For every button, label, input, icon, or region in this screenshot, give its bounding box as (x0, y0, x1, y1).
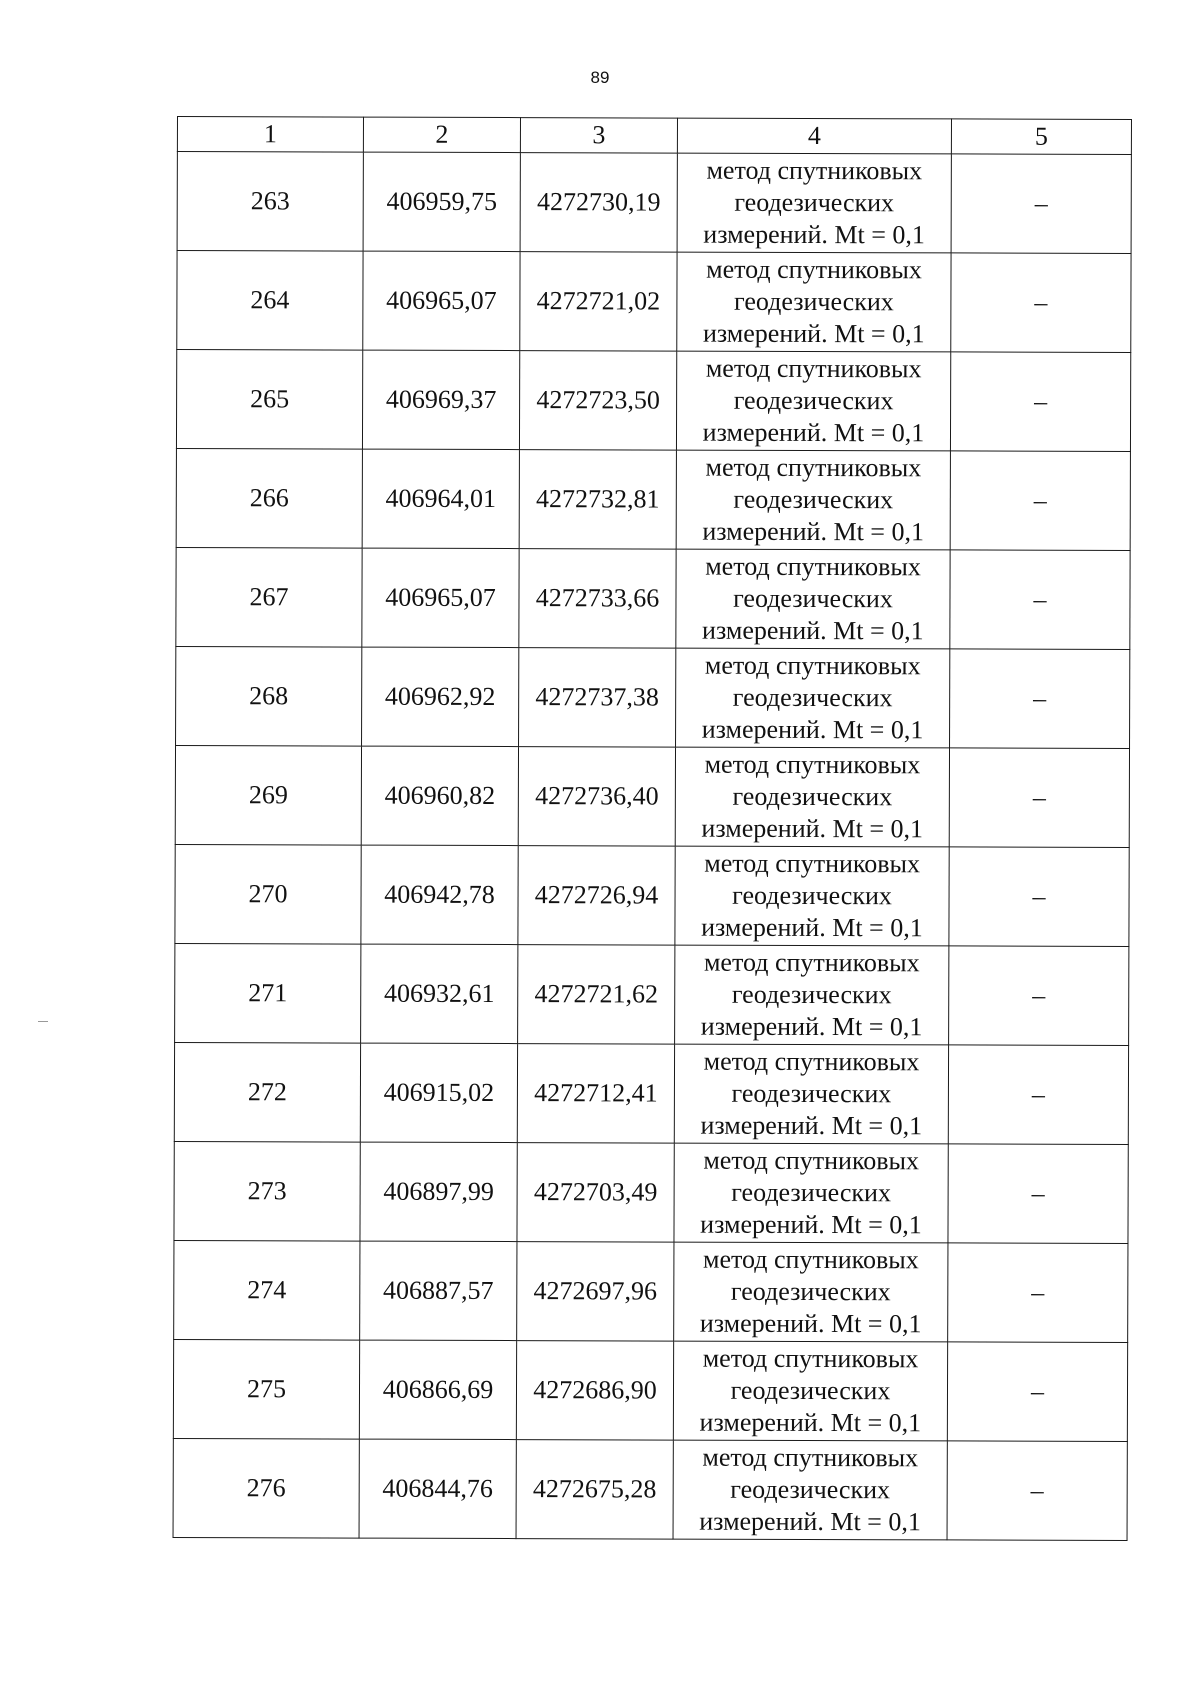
method-line: геодезических (731, 1078, 892, 1109)
method-line: геодезических (730, 1474, 891, 1505)
method-line: метод спутниковых (703, 1046, 920, 1077)
x-coordinate-cell: 406969,37 (362, 350, 519, 449)
x-coordinate-cell: 406897,99 (360, 1142, 517, 1241)
method-line: геодезических (734, 286, 894, 317)
y-coordinate-cell: 4272721,02 (520, 252, 677, 351)
x-coordinate-cell: 406915,02 (360, 1043, 517, 1142)
method-line: измерений. Mt = 0,1 (700, 1011, 923, 1042)
note-cell: – (950, 649, 1130, 749)
method-line: геодезических (732, 880, 892, 911)
note-cell: – (948, 1144, 1128, 1244)
method-line: метод спутниковых (702, 1442, 919, 1473)
x-coordinate-cell: 406844,76 (359, 1439, 516, 1538)
method-line: метод спутниковых (702, 1343, 919, 1374)
note-cell: – (950, 550, 1130, 650)
x-coordinate-cell: 406887,57 (360, 1241, 517, 1340)
y-coordinate-cell: 4272712,41 (517, 1044, 674, 1143)
table-row (173, 1339, 1127, 1441)
table-row (174, 1240, 1128, 1342)
x-coordinate-cell: 406932,61 (361, 944, 518, 1043)
method-cell (676, 549, 950, 649)
method-cell (675, 747, 949, 847)
method-cell (675, 945, 949, 1045)
method-line: метод спутниковых (703, 1244, 919, 1275)
method-line: метод спутниковых (704, 650, 921, 681)
x-coordinate-cell: 406942,78 (361, 845, 518, 944)
point-number-cell: 269 (175, 745, 361, 845)
table-row (175, 943, 1129, 1045)
table-header-row (177, 117, 1131, 155)
header-cell-2: 2 (363, 117, 520, 152)
x-coordinate-cell: 406960,82 (361, 746, 518, 845)
method-line: метод спутниковых (706, 155, 923, 186)
y-coordinate-cell: 4272723,50 (519, 351, 676, 450)
y-coordinate-cell: 4272732,81 (519, 450, 676, 549)
method-line: измерений. Mt = 0,1 (702, 615, 924, 646)
point-number-cell: 263 (177, 152, 363, 252)
note-cell: – (950, 451, 1130, 551)
point-number-cell: 267 (176, 547, 362, 647)
x-coordinate-cell: 406962,92 (362, 647, 519, 746)
method-cell (673, 1341, 947, 1441)
method-line: измерений. Mt = 0,1 (701, 714, 924, 745)
method-line: геодезических (733, 484, 894, 515)
method-line: геодезических (732, 781, 893, 812)
margin-mark (38, 1021, 48, 1022)
point-number-cell: 268 (176, 646, 362, 746)
y-coordinate-cell: 4272703,49 (517, 1143, 674, 1242)
x-coordinate-cell: 406959,75 (363, 152, 520, 251)
table-row (177, 152, 1131, 254)
point-number-cell: 264 (177, 251, 363, 351)
point-number-cell: 265 (176, 350, 362, 450)
method-line: метод спутниковых (704, 749, 921, 780)
point-number-cell: 273 (174, 1141, 360, 1241)
method-line: измерений. Mt = 0,1 (700, 1209, 922, 1240)
method-cell (674, 1044, 948, 1144)
header-cell-1: 1 (177, 117, 363, 153)
y-coordinate-cell: 4272733,66 (519, 549, 676, 648)
note-cell: – (947, 1342, 1127, 1442)
method-line: метод спутниковых (705, 551, 921, 582)
method-line: измерений. Mt = 0,1 (699, 1506, 921, 1537)
note-cell: – (948, 1243, 1128, 1343)
method-line: геодезических (731, 1177, 892, 1208)
method-line: геодезических (730, 1276, 891, 1307)
x-coordinate-cell: 406965,07 (363, 251, 520, 350)
method-line: измерений. Mt = 0,1 (702, 318, 925, 349)
table-row (175, 844, 1129, 946)
method-line: геодезических (733, 385, 894, 416)
method-cell (676, 450, 950, 550)
x-coordinate-cell: 406866,69 (359, 1340, 516, 1439)
x-coordinate-cell: 406964,01 (362, 449, 519, 548)
note-cell: – (950, 352, 1130, 452)
method-line: измерений. Mt = 0,1 (702, 417, 925, 448)
table-row (177, 251, 1131, 353)
method-cell (673, 1440, 947, 1540)
point-number-cell: 274 (174, 1240, 360, 1340)
method-line: геодезических (730, 1375, 891, 1406)
table-row (174, 1141, 1128, 1243)
y-coordinate-cell: 4272675,28 (516, 1440, 673, 1539)
method-line: измерений. Mt = 0,1 (700, 1110, 923, 1141)
note-cell: – (949, 946, 1129, 1046)
y-coordinate-cell: 4272737,38 (519, 648, 676, 747)
y-coordinate-cell: 4272730,19 (520, 153, 677, 252)
point-number-cell: 271 (175, 943, 361, 1043)
y-coordinate-cell: 4272686,90 (516, 1341, 673, 1440)
method-line: метод спутниковых (703, 947, 920, 978)
method-line: метод спутниковых (704, 848, 921, 879)
method-line: измерений. Mt = 0,1 (703, 219, 925, 250)
method-cell (675, 846, 949, 946)
coordinates-table (173, 116, 1132, 1541)
page-number: 89 (590, 68, 610, 87)
point-number-cell: 266 (176, 448, 362, 548)
method-cell (674, 1143, 948, 1243)
method-line: измерений. Mt = 0,1 (699, 1308, 922, 1339)
header-cell-4: 4 (677, 118, 951, 154)
point-number-cell: 270 (175, 844, 361, 944)
table-row (176, 646, 1130, 748)
table-row (176, 350, 1130, 452)
note-cell: – (949, 748, 1129, 848)
method-cell (677, 252, 951, 352)
note-cell: – (951, 253, 1131, 353)
method-cell (676, 351, 950, 451)
note-cell: – (948, 1045, 1128, 1145)
method-line: геодезических (732, 682, 893, 713)
header-cell-5: 5 (951, 119, 1131, 155)
method-line: метод спутниковых (705, 353, 922, 384)
y-coordinate-cell: 4272736,40 (518, 747, 675, 846)
table-row (176, 448, 1130, 550)
note-cell: – (951, 154, 1131, 254)
method-cell (674, 1242, 948, 1342)
table-row (176, 547, 1130, 649)
y-coordinate-cell: 4272721,62 (518, 945, 675, 1044)
method-line: измерений. Mt = 0,1 (702, 516, 925, 547)
method-line: измерений. Mt = 0,1 (699, 1407, 922, 1438)
point-number-cell: 272 (174, 1042, 360, 1142)
x-coordinate-cell: 406965,07 (362, 548, 519, 647)
note-cell: – (949, 847, 1129, 947)
table-row (175, 745, 1129, 847)
method-line: метод спутниковых (703, 1145, 920, 1176)
method-line: метод спутниковых (706, 254, 922, 285)
method-line: измерений. Mt = 0,1 (701, 813, 924, 844)
y-coordinate-cell: 4272726,94 (518, 846, 675, 945)
method-cell (676, 648, 950, 748)
point-number-cell: 275 (173, 1339, 359, 1439)
table-row (173, 1438, 1127, 1540)
y-coordinate-cell: 4272697,96 (517, 1242, 674, 1341)
method-line: метод спутниковых (705, 452, 922, 483)
note-cell: – (947, 1441, 1127, 1541)
table-row (174, 1042, 1128, 1144)
header-cell-3: 3 (520, 118, 677, 153)
method-line: геодезических (731, 979, 892, 1010)
method-line: геодезических (734, 187, 895, 218)
method-line: измерений. Mt = 0,1 (701, 912, 923, 943)
point-number-cell: 276 (173, 1438, 359, 1538)
method-line: геодезических (733, 583, 893, 614)
method-cell (677, 153, 951, 253)
